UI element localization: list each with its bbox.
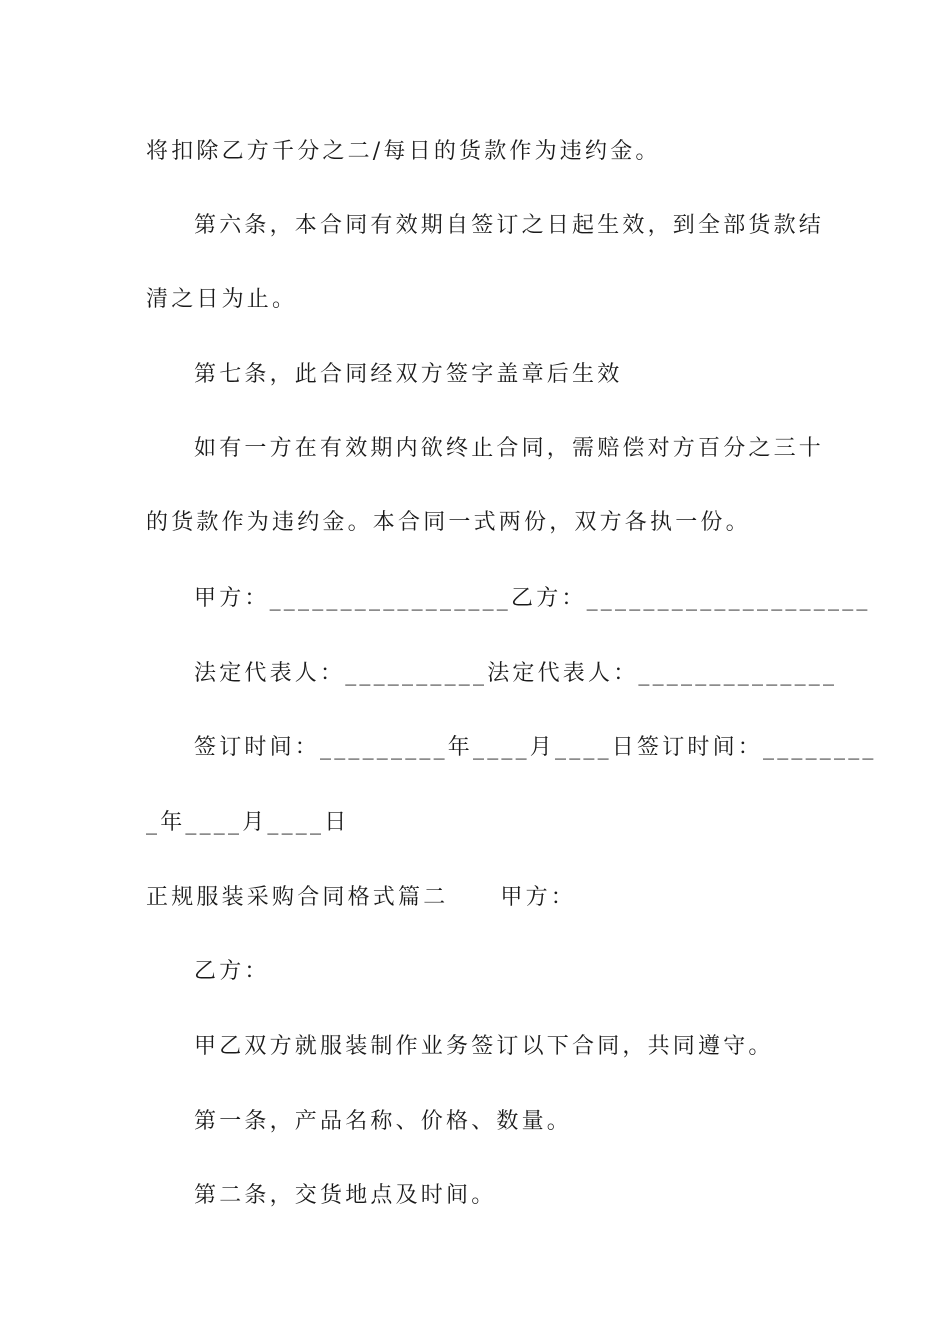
paragraph-article-6: 第六条，本合同有效期自签订之日起生效，到全部货款结 [194, 213, 825, 238]
signing-date-line-cont: _年____月____日 [146, 810, 350, 835]
signature-representatives-line: 法定代表人：__________法定代表人：______________ [194, 661, 838, 686]
section-2-article-2: 第二条，交货地点及时间。 [194, 1183, 497, 1208]
section-2-title: 正规服装采购合同格式篇二 [146, 885, 449, 910]
paragraph-termination-cont: 的货款作为违约金。本合同一式两份，双方各执一份。 [146, 510, 751, 535]
paragraph-article-6-cont: 清之日为止。 [146, 287, 298, 312]
section-2-party-b: 乙方： [194, 959, 270, 984]
paragraph-article-7: 第七条，此合同经双方签字盖章后生效 [194, 362, 623, 387]
paragraph-penalty-clause: 将扣除乙方千分之二/每日的货款作为违约金。 [146, 139, 661, 164]
section-2-heading-line [146, 883, 576, 913]
section-2-intro: 甲乙双方就服装制作业务签订以下合同，共同遵守。 [194, 1034, 774, 1059]
paragraph-termination: 如有一方在有效期内欲终止合同，需赔偿对方百分之三十 [194, 436, 825, 461]
section-2-article-1: 第一条，产品名称、价格、数量。 [194, 1109, 573, 1134]
section-2-party-a: 甲方： [500, 885, 577, 910]
signing-date-line: 签订时间：_________年____月____日签订时间：________ [194, 735, 877, 760]
signature-parties-line: 甲方：_________________乙方：____________________ [194, 586, 871, 611]
